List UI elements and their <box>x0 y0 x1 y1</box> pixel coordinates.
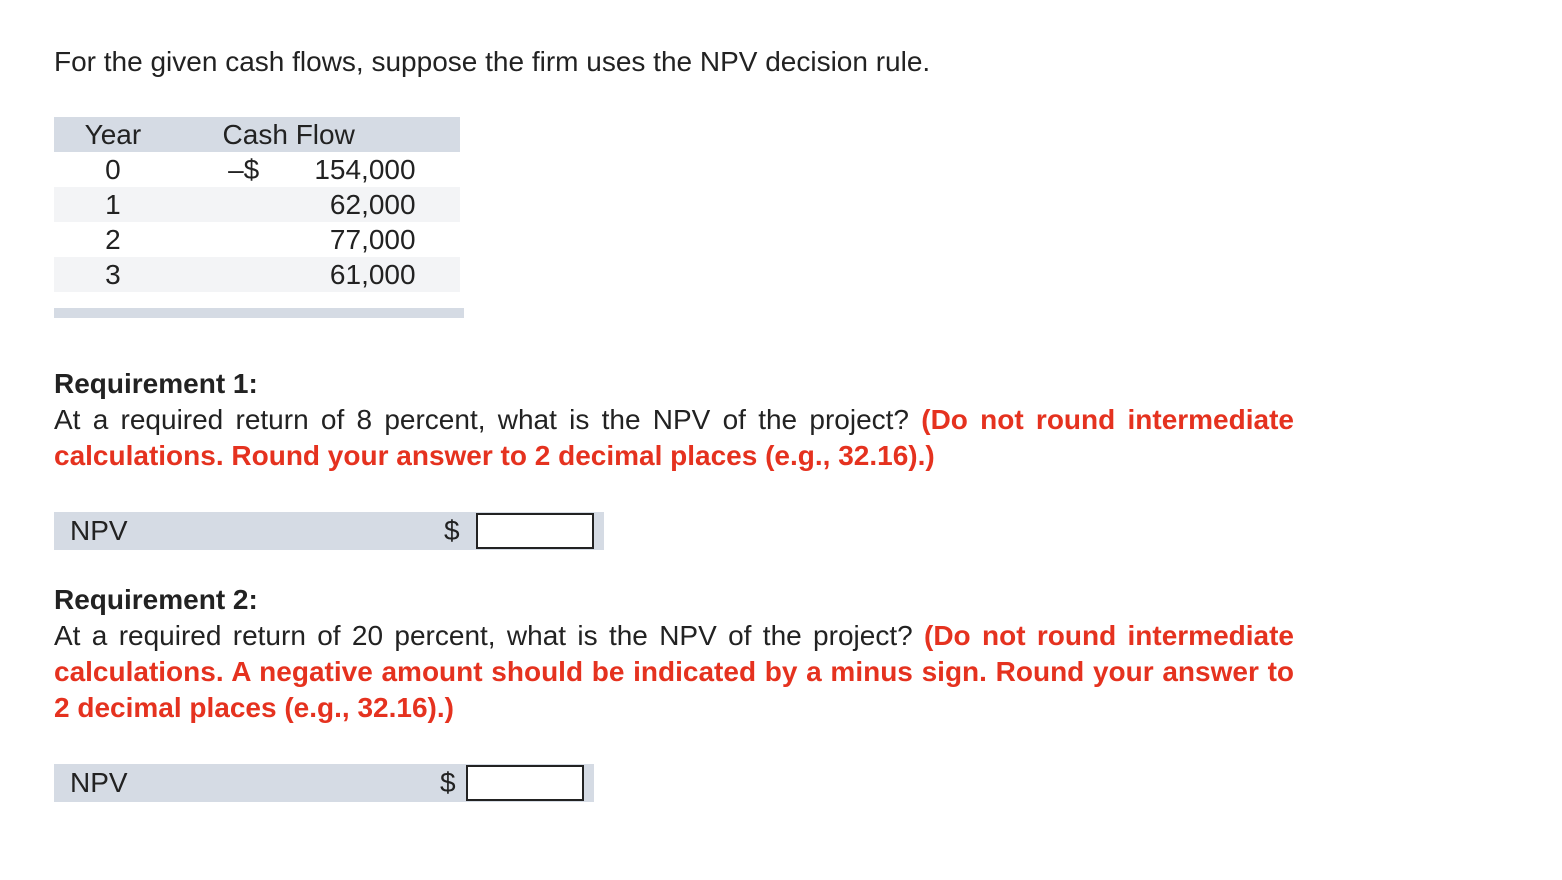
npv-label: NPV <box>70 515 128 546</box>
amount-cell: 61,000 <box>329 259 416 290</box>
amount-cell: 62,000 <box>329 189 416 220</box>
requirement-2-note: (Do not round intermediate calculations. A negative amount should be indicated by a minus sign. Round your answer to 2 decimal places (e.g., 32.16).) <box>54 620 1295 723</box>
npv-answer-row-2 <box>54 764 594 802</box>
cash-flow-header: Cash Flow <box>222 119 355 150</box>
currency-symbol: $ <box>444 515 460 546</box>
table-row <box>54 222 460 257</box>
requirement-1-question: At a required return of 8 percent, what is the NPV of the project? <box>54 404 909 435</box>
npv-label: NPV <box>70 767 128 798</box>
table-row <box>54 257 460 292</box>
sign-cell <box>172 257 267 292</box>
cash-flow-table <box>54 117 460 292</box>
year-cell: 1 <box>105 189 121 220</box>
amount-cell: 154,000 <box>314 154 416 185</box>
sign-cell: –$ <box>228 154 260 185</box>
requirement-2-question: At a required return of 20 percent, what is the NPV of the project? <box>54 620 913 651</box>
npv-answer-row-1 <box>54 512 604 550</box>
npv-input-1[interactable] <box>476 513 594 549</box>
year-cell: 3 <box>105 259 121 290</box>
table-row <box>54 187 460 222</box>
requirement-2 <box>54 582 1294 726</box>
year-cell: 0 <box>105 154 121 185</box>
requirement-1-title: Requirement 1: <box>54 368 258 399</box>
table-footer-bar <box>54 308 464 318</box>
requirement-1 <box>54 366 1294 474</box>
table-row <box>54 152 460 187</box>
requirement-2-title: Requirement 2: <box>54 584 258 615</box>
intro-text: For the given cash flows, suppose the firm uses the NPV decision rule. <box>54 46 931 77</box>
table-header-row <box>54 117 460 152</box>
amount-cell: 77,000 <box>329 224 416 255</box>
requirement-1-note: (Do not round intermediate calculations. Round your answer to 2 decimal places (e.g., 32.16).) <box>54 404 1294 471</box>
sign-cell <box>172 187 267 222</box>
year-header: Year <box>84 119 142 150</box>
currency-symbol: $ <box>440 767 456 798</box>
npv-input-2[interactable] <box>466 765 584 801</box>
sign-cell <box>172 222 267 257</box>
year-cell: 2 <box>105 224 121 255</box>
